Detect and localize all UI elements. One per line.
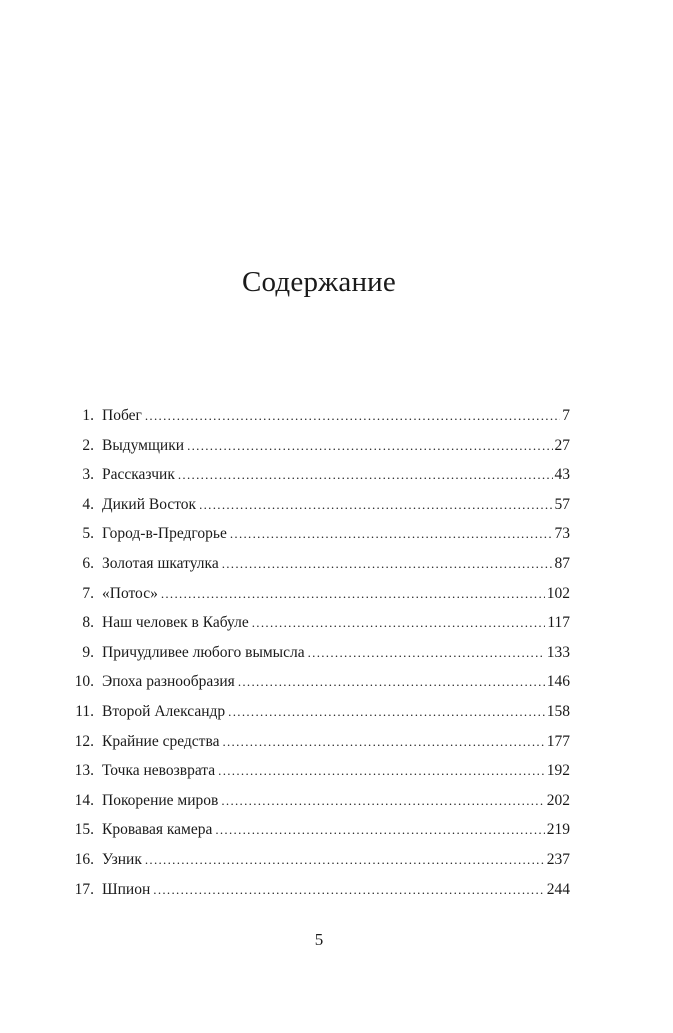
table-of-contents [70,401,570,904]
toc-dot-leader [228,697,545,727]
toc-entry-page: 219 [546,821,570,839]
toc-entry [70,667,570,697]
toc-entry [70,579,570,609]
toc-entry-number: 14. [74,791,94,809]
toc-entry-number: 12. [74,732,94,750]
toc-entry [70,401,570,431]
toc-dot-leader [199,490,552,520]
toc-entry [70,756,570,786]
toc-dot-leader [161,579,545,609]
toc-entry-title: Золотая шкатулка [102,554,219,572]
toc-entry [70,697,570,727]
page-number: 5 [314,930,324,949]
toc-dot-leader [153,875,544,905]
toc-entry-page: 7 [562,407,570,424]
toc-entry-title: Наш человек в Кабуле [102,614,249,632]
toc-entry-page: 177 [546,732,570,750]
toc-entry-page: 244 [546,880,570,898]
toc-entry-title: «Потос» [102,584,158,602]
toc-entry [70,608,570,638]
toc-dot-leader [145,845,545,875]
toc-dot-leader [222,727,544,757]
toc-entry [70,786,570,816]
toc-entry-number: 6. [82,554,94,572]
toc-entry-title: Причудливее любого вымысла [102,643,305,661]
toc-dot-leader [222,549,553,579]
toc-entry-number: 15. [74,821,94,839]
toc-entry-page: 117 [547,614,570,632]
toc-dot-leader [187,431,552,461]
toc-dot-leader [252,608,546,638]
toc-dot-leader [215,815,544,845]
toc-entry-number: 11. [75,702,94,720]
toc-entry-page: 158 [546,702,570,720]
toc-entry-number: 17. [74,880,94,898]
toc-entry-number: 1. [82,407,94,424]
toc-entry-title: Точка невозврата [102,762,216,780]
toc-entry-page: 43 [554,466,570,484]
toc-entry-title: Покорение миров [102,791,219,809]
toc-entry-title: Шпион [102,880,151,898]
toc-dot-leader [308,638,545,668]
toc-entry [70,460,570,490]
toc-entry [70,727,570,757]
toc-dot-leader [238,667,545,697]
toc-entry [70,549,570,579]
toc-entry-title: Второй Александр [102,702,226,720]
toc-entry-number: 4. [82,495,94,513]
toc-entry-page: 87 [554,554,570,572]
toc-entry [70,875,570,905]
toc-entry-page: 133 [546,643,570,661]
toc-entry-page: 102 [546,584,570,602]
toc-entry-page: 27 [554,436,570,454]
toc-entry-number: 5. [82,525,94,543]
page-title: Содержание [242,266,396,298]
toc-entry-page: 73 [554,525,570,543]
toc-entry-page: 57 [554,495,570,513]
toc-entry-number: 8. [82,614,94,632]
toc-entry [70,431,570,461]
toc-entry [70,638,570,668]
toc-dot-leader [221,786,544,816]
toc-entry [70,490,570,520]
toc-entry-number: 7. [82,584,94,602]
toc-entry-title: Выдумщики [102,436,185,454]
toc-entry [70,519,570,549]
toc-entry-title: Побег [102,407,142,424]
toc-entry-page: 146 [546,673,570,691]
toc-entry-page: 237 [546,850,570,868]
toc-dot-leader [218,756,545,786]
toc-entry-number: 3. [82,466,94,484]
toc-entry-number: 16. [74,850,94,868]
toc-dot-leader [145,401,560,431]
toc-entry [70,815,570,845]
toc-entry-title: Дикий Восток [102,495,197,513]
toc-entry [70,845,570,875]
toc-entry-title: Кровавая камера [102,821,213,839]
toc-entry-number: 13. [74,762,94,780]
toc-entry-title: Узник [102,850,142,868]
toc-entry-title: Рассказчик [102,466,175,484]
toc-entry-title: Крайние средства [102,732,220,750]
toc-entry-title: Город-в-Предгорье [102,525,227,543]
toc-entry-page: 202 [546,791,570,809]
toc-entry-title: Эпоха разнообразия [102,673,235,691]
toc-entry-page: 192 [546,762,570,780]
toc-entry-number: 9. [82,643,94,661]
toc-dot-leader [230,519,553,549]
toc-dot-leader [178,460,553,490]
toc-entry-number: 2. [82,436,94,454]
toc-entry-number: 10. [74,673,94,691]
